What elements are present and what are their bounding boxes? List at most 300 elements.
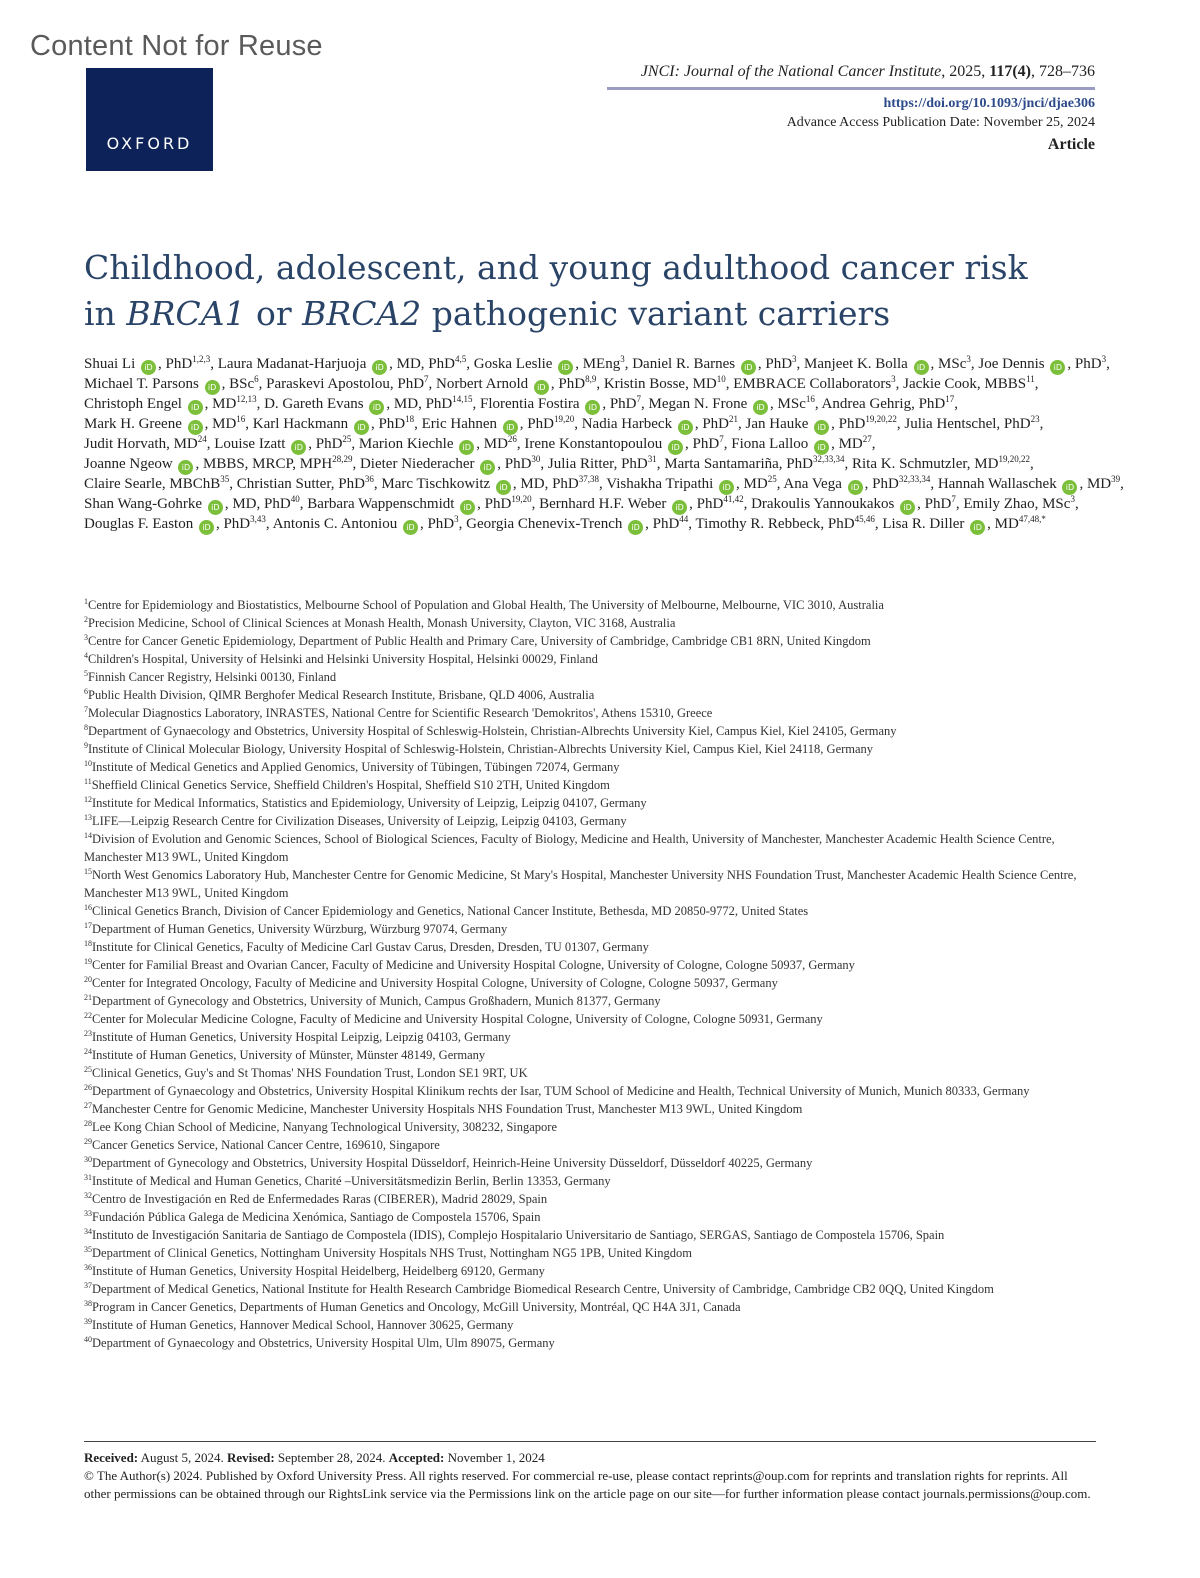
author — [882, 516, 1046, 532]
affiliation-text: Clinical Genetics, Guy's and St Thomas' NHS Foundation Trust, London SE1 9RT, UK — [92, 1066, 528, 1080]
author: Joanne Ngeow iD , MBBS, MRCP, MPH$^{28,29}$, — [84, 456, 356, 472]
author-degree: , PhD — [477, 496, 512, 512]
affiliation — [84, 830, 1099, 866]
author-name: Georgia Chenevix-Trench — [466, 516, 623, 532]
header-rule — [607, 87, 1095, 90]
orcid-icon[interactable]: iD — [848, 480, 863, 495]
author-name: Goska Leslie — [473, 356, 553, 372]
author-affiliation-ref: 3 — [1070, 494, 1075, 504]
author-degree: , MD — [476, 436, 508, 452]
affiliation-number: 19 — [84, 956, 92, 966]
author: Fiona Lalloo iD , MD$^{27}$, — [731, 436, 875, 452]
author-degree: , PhD — [370, 416, 406, 432]
affiliation-text: Sheffield Clinical Genetics Service, Sheffield Children's Hospital, Sheffield S10 2TH, United Kingdom — [91, 778, 610, 792]
author-name: Christian Sutter — [236, 476, 331, 492]
affiliation-text: Centre for Epidemiology and Biostatistics, Melbourne School of Population and Global Health, The University of Melbourne, Melbourne, VIC 3010, Australia — [88, 598, 884, 612]
author: Drakoulis Yannoukakos iD , PhD$^7$, — [751, 496, 960, 512]
author-name: Michael T. Parsons — [84, 376, 199, 392]
author: Antonis C. Antoniou iD , PhD$^3$, — [273, 516, 463, 532]
affiliation-text: Public Health Division, QIMR Berghofer Medical Research Institute, Brisbane, QLD 4006, Australia — [88, 688, 595, 702]
author: Kristin Bosse, MD$^{10}$, — [603, 374, 730, 392]
title-gene1: BRCA1 — [126, 294, 246, 333]
revised-date: September 28, 2024. — [274, 1450, 389, 1465]
received-date: August 5, 2024. — [138, 1450, 227, 1465]
author-degree: , MD, PhD — [386, 396, 453, 412]
author-affiliation-ref: 39 — [1111, 474, 1121, 484]
affiliation-number: 37 — [84, 1280, 92, 1290]
author-name: Marc Tischkowitz — [381, 476, 491, 492]
author-degree: , PhD — [602, 396, 637, 412]
author: Marion Kiechle iD , MD$^{26}$, — [359, 436, 521, 452]
author: Ana Vega iD , PhD$^{32,33,34}$, — [783, 476, 934, 492]
affiliation-number: 14 — [84, 830, 92, 840]
author-affiliation-ref: 7 — [424, 374, 429, 384]
affiliation-text: Department of Gynaecology and Obstetrics, University Hospital of Schleswig-Holstein, Christian-Albrechts University Kiel, Campus Kiel, Kiel 24105, Germany — [88, 724, 897, 738]
author-degree: , PhD — [1067, 356, 1102, 372]
author-affiliation-ref: 18 — [405, 414, 415, 424]
affiliation-number: 10 — [84, 758, 92, 768]
orcid-icon[interactable]: iD — [369, 400, 384, 415]
author-name: Ana Vega — [783, 476, 842, 492]
affiliation — [84, 596, 1099, 614]
author: Dieter Niederacher iD , PhD$^{30}$, — [360, 456, 544, 472]
author-affiliation-ref: 12,13 — [236, 394, 257, 404]
author-degree: , MBBS — [976, 376, 1027, 392]
author-affiliation-ref: 3 — [792, 354, 797, 364]
affiliation — [84, 1208, 1099, 1226]
author-affiliation-ref: 7 — [636, 394, 642, 404]
affiliation-text: Institute of Clinical Molecular Biology, University Hospital of Schleswig-Holstein, Christian-Albrechts University Kiel, Campus Kiel, Kiel 24118, Germany — [88, 742, 874, 756]
author-name: Emily Zhao — [963, 496, 1035, 512]
author: Bernhard H.F. Weber iD , PhD$^{41,42}$, — [539, 496, 747, 512]
affiliation — [84, 722, 1099, 740]
affiliation-text: Department of Gynecology and Obstetrics, University Hospital Düsseldorf, Heinrich-Heine University Düsseldorf, Düsseldorf 40225, Germany — [92, 1156, 813, 1170]
author-name: D. Gareth Evans — [264, 396, 364, 412]
author-name: Julia Hentschel — [904, 416, 997, 432]
orcid-icon[interactable]: iD — [814, 420, 829, 435]
author: Louise Izatt iD , PhD$^{25}$, — [214, 436, 355, 452]
author: Hannah Wallaschek iD , MD$^{39}$, — [938, 476, 1124, 492]
affiliation-text: Centro de Investigación en Red de Enfermedades Raras (CIBERER), Madrid 28029, Spain — [92, 1192, 548, 1206]
author-affiliation-ref: 3,43 — [250, 514, 266, 524]
orcid-icon[interactable]: iD — [460, 500, 475, 515]
author-degree: , PhD — [685, 436, 720, 452]
author-affiliation-ref: 3 — [966, 354, 971, 364]
affiliation-text: Precision Medicine, School of Clinical Sciences at Monash Health, Monash University, Clayton, VIC 3168, Australia — [88, 616, 676, 630]
orcid-icon[interactable]: iD — [199, 520, 214, 535]
affiliation — [84, 632, 1099, 650]
author-degree: , PhD — [911, 396, 946, 412]
author-name: EMBRACE Collaborators — [733, 376, 892, 392]
orcid-icon[interactable]: iD — [668, 440, 683, 455]
affiliation-text: Manchester Centre for Genomic Medicine, Manchester University Hospitals NHS Foundation Trust, Manchester M13 9WL, United Kingdom — [92, 1102, 803, 1116]
author-affiliation-ref: 17 — [945, 394, 955, 404]
author-name: Marion Kiechle — [358, 436, 454, 452]
affiliation-number: 32 — [84, 1190, 92, 1200]
author-affiliation-ref: 31 — [647, 454, 657, 464]
author-affiliation-ref: 23 — [1030, 414, 1040, 424]
affiliation-number: 3 — [84, 632, 88, 642]
orcid-icon[interactable]: iD — [678, 420, 693, 435]
affiliation-number: 20 — [84, 974, 92, 984]
author-degree: , MD — [966, 456, 999, 472]
affiliation-text: Centre for Cancer Genetic Epidemiology, Department of Public Health and Primary Care, University of Cambridge, Cambridge CB1 8RN, United Kingdom — [88, 634, 871, 648]
author-name: Fiona Lalloo — [731, 436, 809, 452]
orcid-icon[interactable]: iD — [719, 480, 734, 495]
affiliation-text: Program in Cancer Genetics, Departments of Human Genetics and Oncology, McGill University, Montréal, QC H4A 3J1, Canada — [92, 1300, 741, 1314]
author-name: Eric Hahnen — [421, 416, 498, 432]
orcid-icon[interactable]: iD — [178, 460, 193, 475]
author-degree: , MBBS, MRCP, MPH — [195, 456, 333, 472]
affiliation-text: Institute of Medical and Human Genetics, Charité –Universitätsmedizin Berlin, Berlin 13353, Germany — [92, 1174, 611, 1188]
affiliation — [84, 1136, 1099, 1154]
author-affiliation-ref: 7 — [719, 434, 724, 444]
author-name: Claire Searle — [84, 476, 162, 492]
oxford-logo — [86, 68, 213, 171]
author-name: Bernhard H.F. Weber — [539, 496, 667, 512]
orcid-icon[interactable]: iD — [291, 440, 306, 455]
affiliation-text: Institute for Medical Informatics, Statistics and Epidemiology, University of Leipzig, Leipzig 04107, Germany — [92, 796, 647, 810]
author: Karl Hackmann iD , PhD$^{18}$, — [253, 416, 418, 432]
affiliation-number: 30 — [84, 1154, 92, 1164]
author-degree: , PhD — [757, 356, 793, 372]
author-degree: , PhD — [158, 356, 193, 372]
affiliation-text: Institute of Human Genetics, University of Münster, Münster 48149, Germany — [92, 1048, 486, 1062]
affiliation-number: 39 — [84, 1316, 92, 1326]
author: Joe Dennis iD , PhD$^3$, — [978, 356, 1109, 372]
author-degree: , PhD — [694, 416, 730, 432]
title-in: in — [84, 294, 127, 333]
author-affiliation-ref: 4,5 — [454, 354, 467, 364]
affiliation — [84, 1028, 1099, 1046]
author-degree: , PhD — [389, 376, 425, 392]
author-name: Norbert Arnold — [436, 376, 529, 392]
author-name: Paraskevi Apostolou — [266, 376, 390, 392]
author-degree: , MD — [736, 476, 768, 492]
author-degree: , PhD — [519, 416, 554, 432]
orcid-icon[interactable]: iD — [1050, 360, 1065, 375]
affiliation — [84, 1262, 1099, 1280]
affiliation-text: Institute of Human Genetics, University Hospital Leipzig, Leipzig 04103, Germany — [92, 1030, 511, 1044]
affiliation — [84, 758, 1099, 776]
affiliation — [84, 1064, 1099, 1082]
author: Marta Santamariña, PhD$^{32,33,34}$, — [664, 454, 849, 472]
affiliation-text: North West Genomics Laboratory Hub, Manchester Centre for Genomic Medicine, St Mary's Hospital, Manchester University NHS Foundation Trust, Manchester Academic Health Science Centre, Manchester M13 9WL, United Kingdom — [84, 868, 1077, 900]
author-affiliation-ref: 44 — [679, 514, 689, 524]
journal-pages: , 728–736 — [1031, 63, 1095, 80]
affiliation — [84, 1298, 1099, 1316]
author-name: Judit Horvath — [84, 436, 167, 452]
author-name: Laura Madanat-Harjuoja — [217, 356, 367, 372]
journal-year: , 2025, — [941, 63, 990, 80]
affiliation-number: 40 — [84, 1334, 92, 1344]
affiliation-number: 23 — [84, 1028, 92, 1038]
author-name: Shan Wang-Gohrke — [84, 496, 203, 512]
title-line1: Childhood, adolescent, and young adulthood cancer risk — [84, 248, 1028, 287]
author: Manjeet K. Bolla iD , MSc$^3$, — [804, 356, 975, 372]
article-type: Article — [1047, 136, 1095, 153]
affiliation-number: 24 — [84, 1046, 92, 1056]
author-degree: , MD, PhD — [512, 476, 579, 492]
author: Florentia Fostira iD , PhD$^7$, — [480, 396, 645, 412]
orcid-icon[interactable]: iD — [970, 520, 985, 535]
author-name: Marta Santamariña — [664, 456, 779, 472]
orcid-icon[interactable]: iD — [503, 420, 518, 435]
orcid-icon[interactable]: iD — [628, 520, 643, 535]
author: Rita K. Schmutzler, MD$^{19,20,22}$, — [851, 454, 1034, 472]
title-rest: pathogenic variant carriers — [421, 294, 891, 333]
affiliation-number: 26 — [84, 1082, 92, 1092]
affiliation-text: Molecular Diagnostics Laboratory, INRASTES, National Centre for Scientific Research 'Demokritos', Athens 15310, Greece — [88, 706, 713, 720]
orcid-icon[interactable]: iD — [672, 500, 687, 515]
orcid-icon[interactable]: iD — [1062, 480, 1077, 495]
author-affiliation-ref: 19,20 — [553, 414, 575, 424]
author-name: Drakoulis Yannoukakos — [751, 496, 895, 512]
orcid-icon[interactable]: iD — [403, 520, 418, 535]
orcid-icon[interactable]: iD — [914, 360, 929, 375]
orcid-icon[interactable]: iD — [585, 400, 600, 415]
author-affiliation-ref: 32,33,34 — [898, 474, 931, 484]
affiliation-number: 16 — [84, 902, 92, 912]
author-degree: , PhD — [330, 476, 365, 492]
orcid-icon[interactable]: iD — [372, 360, 387, 375]
orcid-icon[interactable]: iD — [741, 360, 756, 375]
author-name: Florentia Fostira — [480, 396, 580, 412]
affiliation — [84, 740, 1099, 758]
affiliation — [84, 1334, 1099, 1352]
author-degree: , PhD — [996, 416, 1031, 432]
author-name: Lisa R. Diller — [882, 516, 965, 532]
author: Christoph Engel iD , MD$^{12,13}$, — [84, 396, 260, 412]
affiliation-text: Clinical Genetics Branch, Division of Cancer Epidemiology and Genetics, National Cancer Institute, Bethesda, MD 20850-9772, United States — [92, 904, 809, 918]
orcid-icon[interactable]: iD — [480, 460, 495, 475]
affiliation-number: 34 — [84, 1226, 92, 1236]
author-affiliation-ref: 24 — [197, 434, 207, 444]
author-degree: , MD — [204, 416, 237, 432]
author-degree: , PhD — [419, 516, 455, 532]
affiliation — [84, 812, 1099, 830]
author-degree: , PhD — [864, 476, 899, 492]
affiliation — [84, 1100, 1099, 1118]
author-degree: , MSc — [930, 356, 967, 372]
author-affiliation-ref: 27 — [862, 434, 872, 444]
orcid-icon[interactable]: iD — [188, 400, 203, 415]
author: Daniel R. Barnes iD , PhD$^3$, — [632, 356, 800, 372]
history-dates — [84, 1449, 1096, 1467]
author-affiliation-ref: 6 — [254, 374, 259, 384]
affiliation-number: 25 — [84, 1064, 92, 1074]
author-name: Kristin Bosse — [603, 376, 686, 392]
author-affiliation-ref: 3 — [891, 374, 896, 384]
author-affiliation-ref: 16 — [236, 414, 246, 424]
author-degree: , MD, PhD — [224, 496, 291, 512]
author-affiliation-ref: 21 — [729, 414, 739, 424]
affiliation-text: Finnish Cancer Registry, Helsinki 00130, Finland — [88, 670, 337, 684]
orcid-icon[interactable]: iD — [354, 420, 369, 435]
article-footer — [84, 1449, 1096, 1503]
author: Douglas F. Easton iD , PhD$^{3,43}$, — [84, 516, 270, 532]
author-name: Antonis C. Antoniou — [272, 516, 398, 532]
author-affiliation-ref: 14,15 — [452, 394, 473, 404]
author: Timothy R. Rebbeck, PhD$^{45,46}$, — [695, 514, 879, 532]
author-degree: , PhD — [613, 456, 648, 472]
affiliation — [84, 992, 1099, 1010]
author-degree: , PhD — [820, 516, 855, 532]
affiliation-number: 4 — [84, 650, 88, 660]
author: Paraskevi Apostolou, PhD$^7$, — [266, 374, 433, 392]
affiliation-text: Instituto de Investigación Sanitaria de Santiago de Compostela (IDIS), Complejo Hospitalario Universitario de Santiago, SERGAS, Santiago de Compostela 15706, Spain — [92, 1228, 945, 1242]
affiliation-number: 35 — [84, 1244, 92, 1254]
affiliation-text: Cancer Genetics Service, National Cancer Centre, 169610, Singapore — [92, 1138, 440, 1152]
copyright-notice: © The Author(s) 2024. Published by Oxford University Press. All rights reserved. For commercial re-use, please contact reprints@oup.com for reprints and translation rights for reprints. All other permissions can be obtained through our RightsLink service via the Permissions link on the article page on our site—for further information please contact journals.permissions@oup.com. — [84, 1468, 1091, 1501]
orcid-icon[interactable]: iD — [188, 420, 203, 435]
affiliation-number: 27 — [84, 1100, 92, 1110]
author-name: Christoph Engel — [84, 396, 182, 412]
author-degree: , PhD — [645, 516, 680, 532]
received-label: Received: — [84, 1450, 139, 1465]
orcid-icon[interactable]: iD — [900, 500, 915, 515]
affiliation-number: 22 — [84, 1010, 92, 1020]
affiliation-number: 5 — [84, 668, 88, 678]
affiliation-text: Department of Clinical Genetics, Nottingham University Hospitals NHS Trust, Nottingham NG5 1PB, United Kingdom — [92, 1246, 692, 1260]
author-name: Jackie Cook — [903, 376, 977, 392]
watermark: Content Not for Reuse — [30, 30, 323, 62]
affiliation-text: LIFE—Leipzig Research Centre for Civilization Diseases, University of Leipzig, Leipzig 04103, Germany — [92, 814, 627, 828]
author-affiliation-ref: 26 — [507, 434, 517, 444]
affiliation — [84, 974, 1099, 992]
author-degree: , PhD — [308, 436, 343, 452]
author-name: Timothy R. Rebbeck — [695, 516, 821, 532]
author: Judit Horvath, MD$^{24}$, — [84, 434, 211, 452]
author-affiliation-ref: 47,48,* — [1018, 514, 1046, 524]
author-name: Louise Izatt — [214, 436, 286, 452]
author: Claire Searle, MBChB$^{35}$, — [84, 474, 233, 492]
author-degree: , MSc — [770, 396, 806, 412]
affiliation-number: 15 — [84, 866, 92, 876]
affiliation — [84, 1280, 1099, 1298]
author: Georgia Chenevix-Trench iD , PhD$^{44}$, — [466, 516, 692, 532]
affiliation-text: Institute of Medical Genetics and Applied Genomics, University of Tübingen, Tübingen 72074, Germany — [92, 760, 620, 774]
advance-access-date: Advance Access Publication Date: November 25, 2024 — [786, 115, 1095, 130]
affiliation — [84, 686, 1099, 704]
author: Laura Madanat-Harjuoja iD , MD, PhD$^{4,5}$, — [218, 356, 470, 372]
affiliation-number: 13 — [84, 812, 92, 822]
author-degree: , MD — [685, 376, 717, 392]
affiliation-number: 28 — [84, 1118, 92, 1128]
author-affiliation-ref: 1,2,3 — [192, 354, 211, 364]
affiliation-number: 2 — [84, 614, 88, 624]
author-affiliation-ref: 19,20,22 — [998, 454, 1030, 464]
author-degree: , MD, PhD — [389, 356, 455, 372]
affiliation-number: 11 — [84, 776, 92, 786]
author-name: Jan Hauke — [745, 416, 809, 432]
affiliation — [84, 902, 1099, 920]
affiliation-text: Institute for Clinical Genetics, Faculty of Medicine Carl Gustav Carus, Dresden, Dresden, TU 01307, Germany — [92, 940, 649, 954]
author-name: Manjeet K. Bolla — [804, 356, 908, 372]
affiliation-number: 7 — [84, 704, 88, 714]
affiliation — [84, 668, 1099, 686]
author-degree: , PhD — [215, 516, 251, 532]
author: Eric Hahnen iD , PhD$^{19,20}$, — [422, 416, 578, 432]
article-title — [84, 245, 1114, 337]
orcid-icon[interactable]: iD — [814, 440, 829, 455]
orcid-icon[interactable]: iD — [208, 500, 223, 515]
author-affiliation-ref: 25 — [342, 434, 352, 444]
affiliation — [84, 920, 1099, 938]
accepted-label: Accepted: — [388, 1450, 445, 1465]
affiliation-text: Department of Gynaecology and Obstetrics, University Hospital Klinikum rechts der Isar, TUM School of Medicine and Health, Technical University of Munich, Munich 80333, Germany — [92, 1084, 1030, 1098]
title-or: or — [245, 294, 303, 333]
journal-name: JNCI: Journal of the National Cancer Institute — [640, 63, 942, 80]
affiliation — [84, 1154, 1099, 1172]
title-gene2: BRCA2 — [302, 294, 422, 333]
orcid-icon[interactable]: iD — [558, 360, 573, 375]
author-affiliation-ref: 36 — [364, 474, 374, 484]
orcid-icon[interactable]: iD — [753, 400, 768, 415]
author-affiliation-ref: 35 — [220, 474, 230, 484]
affiliation-text: Institute of Human Genetics, University Hospital Heidelberg, Heidelberg 69120, Germany — [92, 1264, 545, 1278]
affiliation-number: 1 — [84, 596, 88, 606]
orcid-icon[interactable]: iD — [141, 360, 156, 375]
affiliation-list — [84, 596, 1099, 1352]
author: Mark H. Greene iD , MD$^{16}$, — [84, 416, 249, 432]
author-name: Julia Ritter — [547, 456, 614, 472]
author-affiliation-ref: 45,46 — [854, 514, 875, 524]
orcid-icon[interactable]: iD — [205, 380, 220, 395]
author-name: Douglas F. Easton — [84, 516, 194, 532]
author-affiliation-ref: 41,42 — [723, 494, 744, 504]
author: Andrea Gehrig, PhD$^{17}$, — [821, 394, 959, 412]
author: D. Gareth Evans iD , MD, PhD$^{14,15}$, — [264, 396, 476, 412]
author-affiliation-ref: 16 — [805, 394, 815, 404]
author: Irene Konstantopoulou iD , PhD$^7$, — [524, 436, 727, 452]
author-affiliation-ref: 7 — [951, 494, 956, 504]
affiliation — [84, 1010, 1099, 1028]
affiliation-text: Institute of Human Genetics, Hannover Medical School, Hannover 30625, Germany — [92, 1318, 514, 1332]
affiliation-text: Department of Gynecology and Obstetrics, University of Munich, Campus Großhadern, Munich 81377, Germany — [92, 994, 661, 1008]
author-name: Dieter Niederacher — [359, 456, 475, 472]
orcid-icon[interactable]: iD — [496, 480, 511, 495]
author-name: Joe Dennis — [978, 356, 1045, 372]
author-degree: , PhD — [689, 496, 724, 512]
author-affiliation-ref: 30 — [531, 454, 541, 464]
author: Barbara Wappenschmidt iD , PhD$^{19,20}$, — [307, 496, 535, 512]
affiliation-number: 12 — [84, 794, 92, 804]
affiliation-text: Center for Integrated Oncology, Faculty of Medicine and University Hospital Cologne, University of Cologne, Cologne 50937, Germany — [92, 976, 778, 990]
affiliation — [84, 1226, 1099, 1244]
affiliation-number: 33 — [84, 1208, 92, 1218]
author: Shuai Li iD , PhD$^{1,2,3}$, — [84, 356, 214, 372]
affiliation-text: Children's Hospital, University of Helsinki and Helsinki University Hospital, Helsinki 00029, Finland — [88, 652, 598, 666]
affiliation-number: 18 — [84, 938, 92, 948]
author-name: Vishakha Tripathi — [606, 476, 714, 492]
affiliation — [84, 1046, 1099, 1064]
author-affiliation-ref: 25 — [767, 474, 777, 484]
doi-link[interactable]: https://doi.org/10.1093/jnci/djae306 — [883, 96, 1095, 111]
author-name: Daniel R. Barnes — [632, 356, 736, 372]
author-degree: , PhD — [917, 496, 952, 512]
author-affiliation-ref: 40 — [290, 494, 300, 504]
orcid-icon[interactable]: iD — [459, 440, 474, 455]
orcid-icon[interactable]: iD — [534, 380, 549, 395]
affiliation — [84, 938, 1099, 956]
affiliation — [84, 776, 1099, 794]
author-degree: , PhD — [550, 376, 586, 392]
author: Megan N. Frone iD , MSc$^{16}$, — [649, 396, 819, 412]
author-affiliation-ref: 37,38 — [578, 474, 600, 484]
affiliation-number: 17 — [84, 920, 92, 930]
affiliation-number: 38 — [84, 1298, 92, 1308]
